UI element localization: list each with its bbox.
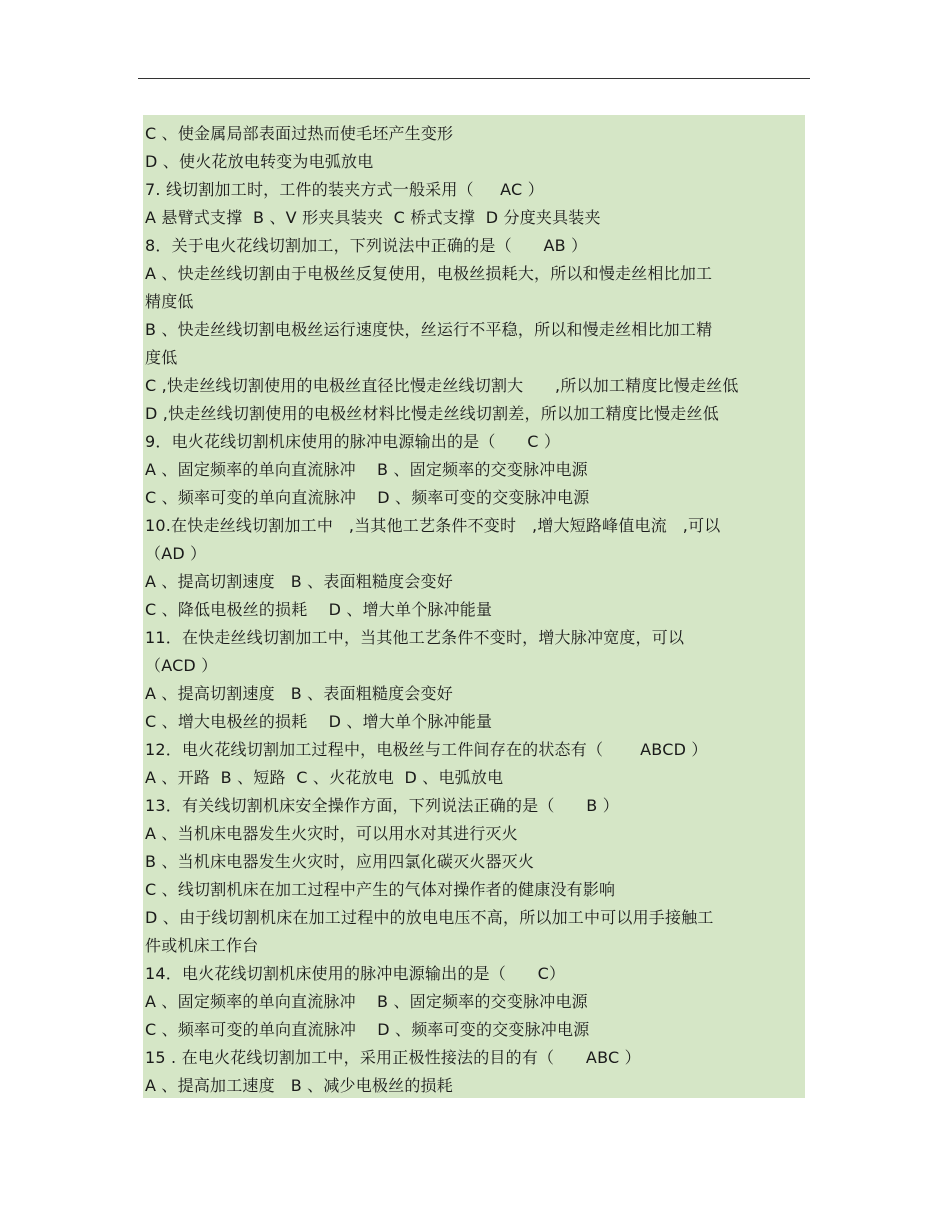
- text-line: A 悬臂式支撑 B 、V 形夹具装夹 C 桥式支撑 D 分度夹具装夹: [145, 208, 601, 227]
- text-line: D ,快走丝线切割使用的电极丝材料比慢走丝线切割差，所以加工精度比慢走丝低: [145, 404, 719, 423]
- text-line: 度低: [145, 348, 178, 367]
- question-text-block: [143, 115, 805, 1098]
- text-line: C 、使金属局部表面过热而使毛坯产生变形: [145, 124, 454, 143]
- text-line: （AD ）: [145, 544, 207, 563]
- text-line: 10.在快走丝线切割加工中 ,当其他工艺条件不变时 ,增大短路峰值电流 ,可以: [145, 516, 721, 535]
- text-line: A 、提高切割速度 B 、表面粗糙度会变好: [145, 572, 453, 591]
- text-line: C 、线切割机床在加工过程中产生的气体对操作者的健康没有影响: [145, 880, 616, 899]
- text-line: A 、固定频率的单向直流脉冲 B 、固定频率的交变脉冲电源: [145, 992, 588, 1011]
- text-line: D 、使火花放电转变为电弧放电: [145, 152, 374, 171]
- text-line: A 、开路 B 、短路 C 、火花放电 D 、电弧放电: [145, 768, 504, 787]
- text-line: 14．电火花线切割机床使用的脉冲电源输出的是（ C）: [145, 964, 566, 983]
- text-line: B 、快走丝线切割电极丝运行速度快，丝运行不平稳，所以和慢走丝相比加工精: [145, 320, 713, 339]
- text-line: 9．电火花线切割机床使用的脉冲电源输出的是（ C ）: [145, 432, 561, 451]
- text-line: 11．在快走丝线切割加工中，当其他工艺条件不变时，增大脉冲宽度，可以: [145, 628, 685, 647]
- text-line: 8．关于电火花线切割加工，下列说法中正确的是（ AB ）: [145, 236, 588, 255]
- text-line: C 、频率可变的单向直流脉冲 D 、频率可变的交变脉冲电源: [145, 488, 590, 507]
- text-line: 精度低: [145, 292, 194, 311]
- text-line: A 、提高加工速度 B 、减少电极丝的损耗: [145, 1076, 453, 1095]
- text-line: A 、固定频率的单向直流脉冲 B 、固定频率的交变脉冲电源: [145, 460, 588, 479]
- text-line: C 、降低电极丝的损耗 D 、增大单个脉冲能量: [145, 600, 493, 619]
- text-line: （ACD ）: [145, 656, 218, 675]
- text-line: B 、当机床电器发生火灾时，应用四氯化碳灭火器灭火: [145, 852, 535, 871]
- text-line: C 、频率可变的单向直流脉冲 D 、频率可变的交变脉冲电源: [145, 1020, 590, 1039]
- text-line: A 、当机床电器发生火灾时，可以用水对其进行灭火: [145, 824, 518, 843]
- text-line: 12．电火花线切割加工过程中，电极丝与工件间存在的状态有（ ABCD ）: [145, 740, 708, 759]
- text-line: C ,快走丝线切割使用的电极丝直径比慢走丝线切割大 ,所以加工精度比慢走丝低: [145, 376, 739, 395]
- text-line: A 、提高切割速度 B 、表面粗糙度会变好: [145, 684, 453, 703]
- text-line: 13．有关线切割机床安全操作方面，下列说法正确的是（ B ）: [145, 796, 619, 815]
- text-line: A 、快走丝线切割由于电极丝反复使用，电极丝损耗大，所以和慢走丝相比加工: [145, 264, 713, 283]
- text-line: 7. 线切割加工时，工件的装夹方式一般采用（ AC ）: [145, 180, 544, 199]
- text-line: 15 . 在电火花线切割加工中，采用正极性接法的目的有（ ABC ）: [145, 1048, 641, 1067]
- text-line: 件或机床工作台: [145, 936, 259, 955]
- text-line: D 、由于线切割机床在加工过程中的放电电压不高，所以加工中可以用手接触工: [145, 908, 714, 927]
- text-line: C 、增大电极丝的损耗 D 、增大单个脉冲能量: [145, 712, 493, 731]
- header-rule: [138, 78, 810, 79]
